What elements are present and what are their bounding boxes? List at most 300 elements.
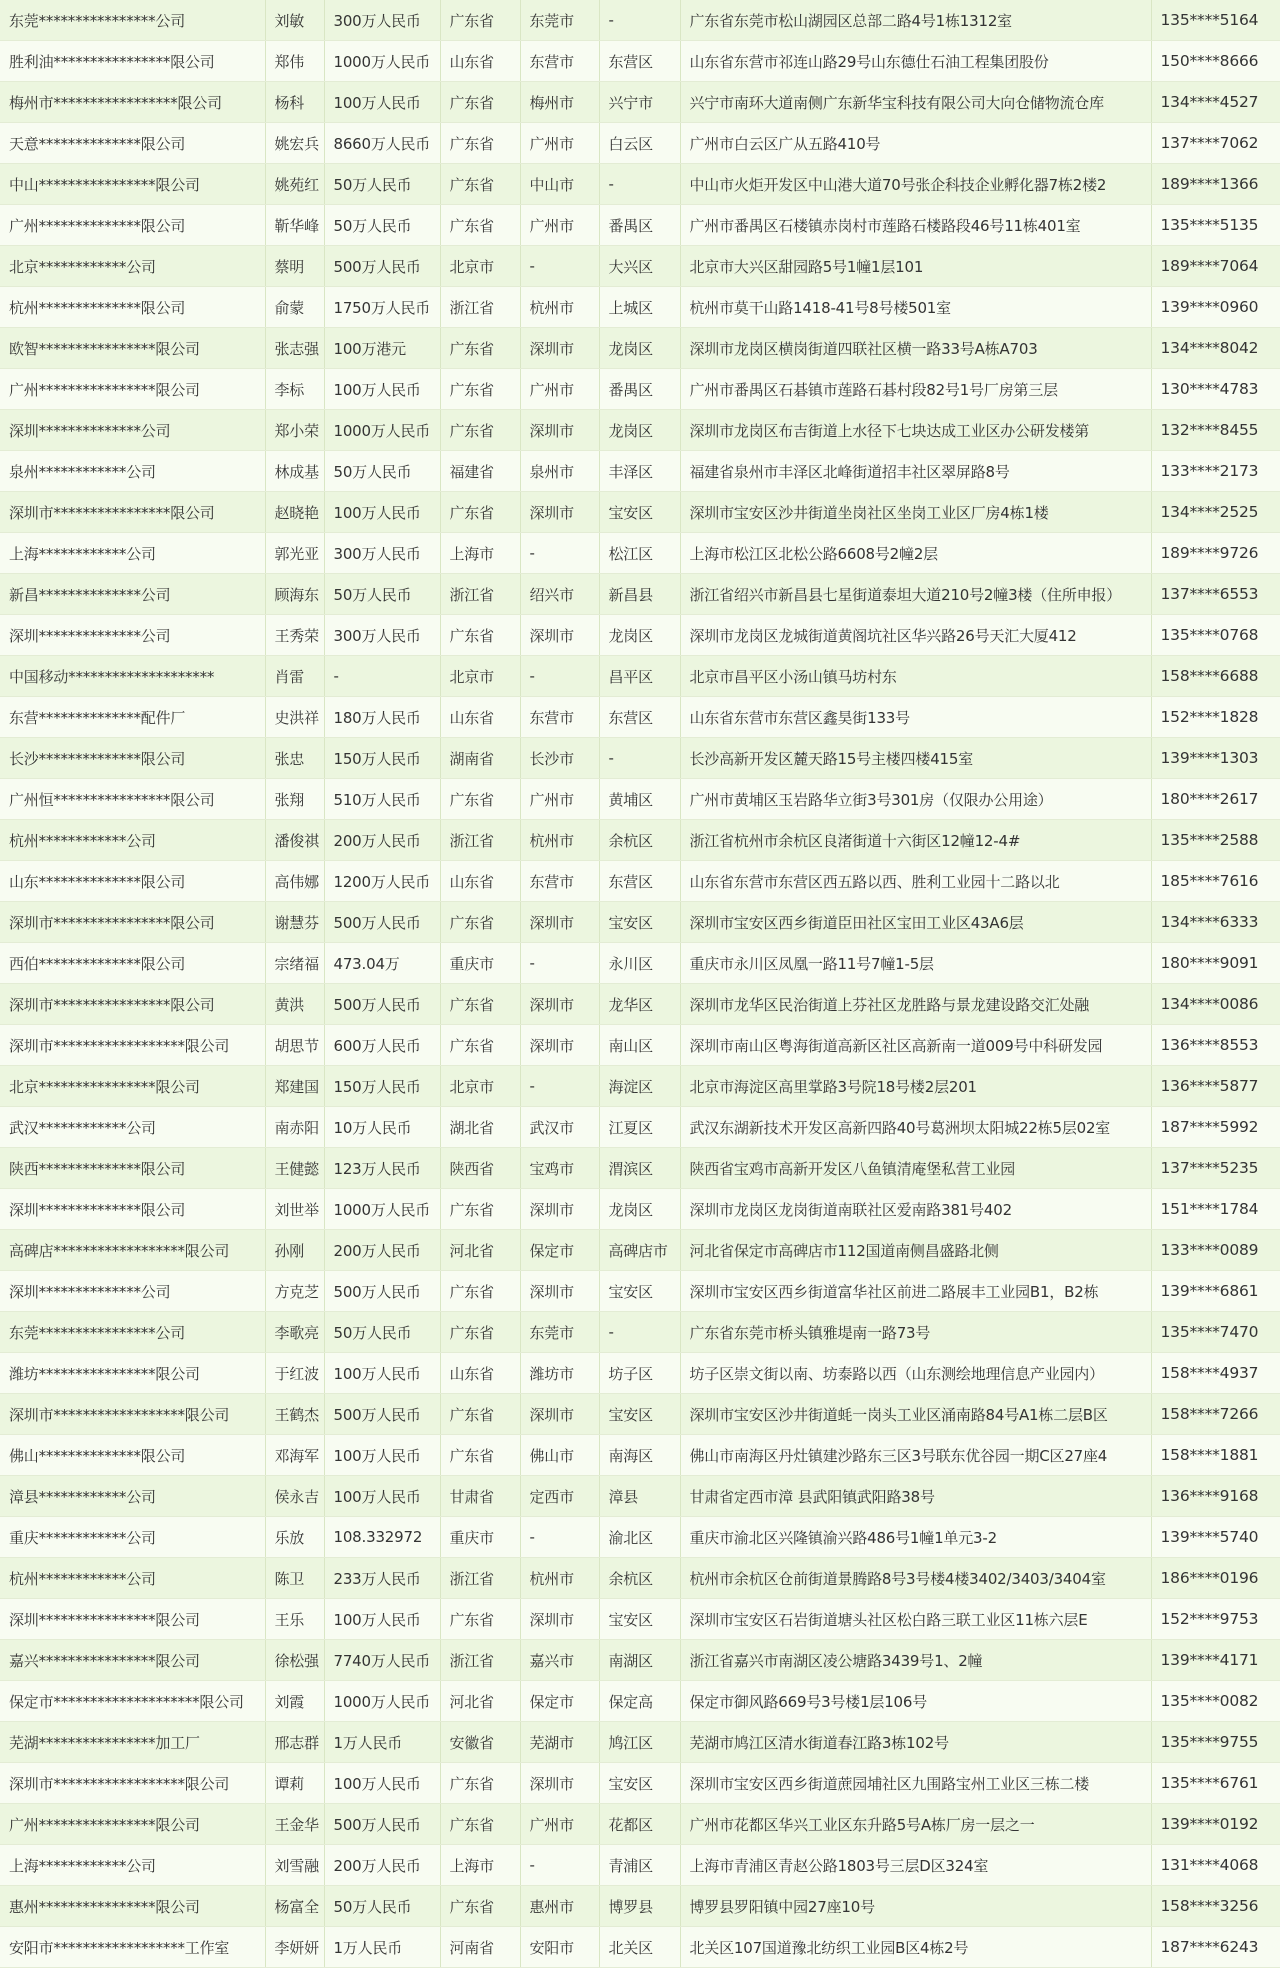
province-cell: 浙江省 xyxy=(440,1640,520,1681)
phone-cell: 158****3256 xyxy=(1151,1886,1280,1927)
company-cell: 广州****************限公司 xyxy=(0,369,265,410)
company-cell: 广州恒****************限公司 xyxy=(0,779,265,820)
table-row xyxy=(0,287,1280,328)
capital-cell: 500万人民币 xyxy=(324,984,440,1025)
company-cell: 上海************公司 xyxy=(0,533,265,574)
city-cell: 泉州市 xyxy=(520,451,599,492)
capital-cell: 100万人民币 xyxy=(324,1476,440,1517)
legal-rep-cell: 孙刚 xyxy=(265,1230,324,1271)
capital-cell: 1万人民币 xyxy=(324,1927,440,1968)
province-cell: 北京市 xyxy=(440,656,520,697)
legal-rep-cell: 李妍妍 xyxy=(265,1927,324,1968)
province-cell: 湖南省 xyxy=(440,738,520,779)
city-cell: 深圳市 xyxy=(520,1394,599,1435)
district-cell: 宝安区 xyxy=(599,1599,680,1640)
address-cell: 深圳市龙华区民治街道上芬社区龙胜路与景龙建设路交汇处融 xyxy=(680,984,1151,1025)
capital-cell: 1万人民币 xyxy=(324,1722,440,1763)
legal-rep-cell: 宗绪福 xyxy=(265,943,324,984)
phone-cell: 137****7062 xyxy=(1151,123,1280,164)
capital-cell: 1000万人民币 xyxy=(324,410,440,451)
legal-rep-cell: 王秀荣 xyxy=(265,615,324,656)
district-cell: 海淀区 xyxy=(599,1066,680,1107)
city-cell: - xyxy=(520,1066,599,1107)
table-row xyxy=(0,1886,1280,1927)
phone-cell: 137****5235 xyxy=(1151,1148,1280,1189)
address-cell: 广州市花都区华兴工业区东升路5号A栋厂房一层之一 xyxy=(680,1804,1151,1845)
province-cell: 陕西省 xyxy=(440,1148,520,1189)
city-cell: 潍坊市 xyxy=(520,1353,599,1394)
district-cell: 南湖区 xyxy=(599,1640,680,1681)
address-cell: 芜湖市鸠江区清水街道春江路3栋102号 xyxy=(680,1722,1151,1763)
table-row xyxy=(0,0,1280,41)
capital-cell: 10万人民币 xyxy=(324,1107,440,1148)
legal-rep-cell: 张忠 xyxy=(265,738,324,779)
province-cell: 甘肃省 xyxy=(440,1476,520,1517)
table-row xyxy=(0,1066,1280,1107)
city-cell: 深圳市 xyxy=(520,328,599,369)
phone-cell: 139****0192 xyxy=(1151,1804,1280,1845)
city-cell: - xyxy=(520,943,599,984)
city-cell: 广州市 xyxy=(520,205,599,246)
phone-cell: 150****8666 xyxy=(1151,41,1280,82)
address-cell: 重庆市永川区凤凰一路11号7幢1-5层 xyxy=(680,943,1151,984)
address-cell: 深圳市龙岗区龙城街道黄阁坑社区华兴路26号天汇大厦412 xyxy=(680,615,1151,656)
city-cell: - xyxy=(520,1845,599,1886)
address-cell: 山东省东营市东营区西五路以西、胜利工业园十二路以北 xyxy=(680,861,1151,902)
city-cell: 杭州市 xyxy=(520,1558,599,1599)
province-cell: 河北省 xyxy=(440,1230,520,1271)
legal-rep-cell: 谢慧芬 xyxy=(265,902,324,943)
phone-cell: 139****6861 xyxy=(1151,1271,1280,1312)
table-row xyxy=(0,246,1280,287)
capital-cell: - xyxy=(324,656,440,697)
phone-cell: 136****5877 xyxy=(1151,1066,1280,1107)
phone-cell: 189****7064 xyxy=(1151,246,1280,287)
address-cell: 山东省东营市祁连山路29号山东德仕石油工程集团股份 xyxy=(680,41,1151,82)
legal-rep-cell: 方克芝 xyxy=(265,1271,324,1312)
phone-cell: 135****0768 xyxy=(1151,615,1280,656)
phone-cell: 134****4527 xyxy=(1151,82,1280,123)
company-cell: 佛山**************限公司 xyxy=(0,1435,265,1476)
capital-cell: 100万人民币 xyxy=(324,369,440,410)
table-row xyxy=(0,1517,1280,1558)
province-cell: 广东省 xyxy=(440,1763,520,1804)
province-cell: 广东省 xyxy=(440,1599,520,1640)
city-cell: 广州市 xyxy=(520,1804,599,1845)
phone-cell: 139****1303 xyxy=(1151,738,1280,779)
capital-cell: 1000万人民币 xyxy=(324,41,440,82)
company-cell: 西伯**************限公司 xyxy=(0,943,265,984)
province-cell: 河南省 xyxy=(440,1927,520,1968)
table-row xyxy=(0,984,1280,1025)
address-cell: 北关区107国道豫北纺织工业园B区4栋2号 xyxy=(680,1927,1151,1968)
legal-rep-cell: 郑伟 xyxy=(265,41,324,82)
province-cell: 广东省 xyxy=(440,779,520,820)
province-cell: 浙江省 xyxy=(440,574,520,615)
legal-rep-cell: 姚宏兵 xyxy=(265,123,324,164)
company-cell: 长沙**************限公司 xyxy=(0,738,265,779)
legal-rep-cell: 肖雷 xyxy=(265,656,324,697)
capital-cell: 300万人民币 xyxy=(324,533,440,574)
province-cell: 广东省 xyxy=(440,164,520,205)
province-cell: 广东省 xyxy=(440,1804,520,1845)
table-row xyxy=(0,1230,1280,1271)
city-cell: 绍兴市 xyxy=(520,574,599,615)
table-row xyxy=(0,1681,1280,1722)
company-cell: 芜湖****************加工厂 xyxy=(0,1722,265,1763)
phone-cell: 187****5992 xyxy=(1151,1107,1280,1148)
address-cell: 广州市黄埔区玉岩路华立街3号301房（仅限办公用途） xyxy=(680,779,1151,820)
city-cell: 东莞市 xyxy=(520,0,599,41)
table-row xyxy=(0,574,1280,615)
province-cell: 浙江省 xyxy=(440,287,520,328)
capital-cell: 300万人民币 xyxy=(324,615,440,656)
company-cell: 武汉************公司 xyxy=(0,1107,265,1148)
table-row xyxy=(0,738,1280,779)
city-cell: 佛山市 xyxy=(520,1435,599,1476)
province-cell: 广东省 xyxy=(440,1886,520,1927)
capital-cell: 180万人民币 xyxy=(324,697,440,738)
company-cell: 深圳****************限公司 xyxy=(0,1599,265,1640)
address-cell: 杭州市余杭区仓前街道景腾路8号3号楼4楼3402/3403/3404室 xyxy=(680,1558,1151,1599)
capital-cell: 50万人民币 xyxy=(324,205,440,246)
address-cell: 兴宁市南环大道南侧广东新华宝科技有限公司大向仓储物流仓库 xyxy=(680,82,1151,123)
address-cell: 重庆市渝北区兴隆镇渝兴路486号1幢1单元3-2 xyxy=(680,1517,1151,1558)
company-cell: 嘉兴****************限公司 xyxy=(0,1640,265,1681)
address-cell: 佛山市南海区丹灶镇建沙路东三区3号联东优谷园一期C区27座4 xyxy=(680,1435,1151,1476)
city-cell: 深圳市 xyxy=(520,984,599,1025)
legal-rep-cell: 刘敏 xyxy=(265,0,324,41)
table-row xyxy=(0,1599,1280,1640)
district-cell: 江夏区 xyxy=(599,1107,680,1148)
district-cell: 坊子区 xyxy=(599,1353,680,1394)
table-row xyxy=(0,451,1280,492)
capital-cell: 510万人民币 xyxy=(324,779,440,820)
province-cell: 广东省 xyxy=(440,1312,520,1353)
phone-cell: 139****5740 xyxy=(1151,1517,1280,1558)
city-cell: 深圳市 xyxy=(520,902,599,943)
legal-rep-cell: 邢志群 xyxy=(265,1722,324,1763)
company-cell: 广州**************限公司 xyxy=(0,205,265,246)
company-cell: 惠州****************限公司 xyxy=(0,1886,265,1927)
address-cell: 广州市白云区广从五路410号 xyxy=(680,123,1151,164)
capital-cell: 1000万人民币 xyxy=(324,1189,440,1230)
address-cell: 深圳市宝安区西乡街道臣田社区宝田工业区43A6层 xyxy=(680,902,1151,943)
city-cell: 杭州市 xyxy=(520,820,599,861)
table-row xyxy=(0,1558,1280,1599)
capital-cell: 500万人民币 xyxy=(324,1394,440,1435)
province-cell: 安徽省 xyxy=(440,1722,520,1763)
province-cell: 广东省 xyxy=(440,205,520,246)
district-cell: - xyxy=(599,738,680,779)
phone-cell: 180****9091 xyxy=(1151,943,1280,984)
legal-rep-cell: 于红波 xyxy=(265,1353,324,1394)
province-cell: 北京市 xyxy=(440,1066,520,1107)
company-cell: 北京****************限公司 xyxy=(0,1066,265,1107)
city-cell: 广州市 xyxy=(520,369,599,410)
province-cell: 北京市 xyxy=(440,246,520,287)
capital-cell: 150万人民币 xyxy=(324,738,440,779)
table-row xyxy=(0,1845,1280,1886)
city-cell: 武汉市 xyxy=(520,1107,599,1148)
capital-cell: 1750万人民币 xyxy=(324,287,440,328)
address-cell: 浙江省嘉兴市南湖区凌公塘路3439号1、2幢 xyxy=(680,1640,1151,1681)
district-cell: - xyxy=(599,164,680,205)
table-row xyxy=(0,615,1280,656)
province-cell: 广东省 xyxy=(440,615,520,656)
table-row xyxy=(0,697,1280,738)
legal-rep-cell: 杨科 xyxy=(265,82,324,123)
legal-rep-cell: 胡思节 xyxy=(265,1025,324,1066)
address-cell: 中山市火炬开发区中山港大道70号张企科技企业孵化器7栋2楼2 xyxy=(680,164,1151,205)
province-cell: 广东省 xyxy=(440,492,520,533)
district-cell: 南山区 xyxy=(599,1025,680,1066)
company-cell: 深圳市******************限公司 xyxy=(0,1763,265,1804)
province-cell: 山东省 xyxy=(440,1353,520,1394)
city-cell: - xyxy=(520,1517,599,1558)
address-cell: 博罗县罗阳镇中园27座10号 xyxy=(680,1886,1151,1927)
address-cell: 陕西省宝鸡市高新开发区八鱼镇清庵堡私营工业园 xyxy=(680,1148,1151,1189)
company-cell: 泉州************公司 xyxy=(0,451,265,492)
phone-cell: 134****2525 xyxy=(1151,492,1280,533)
phone-cell: 135****7470 xyxy=(1151,1312,1280,1353)
phone-cell: 134****6333 xyxy=(1151,902,1280,943)
company-cell: 深圳市****************限公司 xyxy=(0,902,265,943)
city-cell: 广州市 xyxy=(520,779,599,820)
company-cell: 杭州************公司 xyxy=(0,820,265,861)
address-cell: 深圳市南山区粤海街道高新区社区高新南一道009号中科研发园 xyxy=(680,1025,1151,1066)
district-cell: 保定高 xyxy=(599,1681,680,1722)
address-cell: 北京市昌平区小汤山镇马坊村东 xyxy=(680,656,1151,697)
capital-cell: 500万人民币 xyxy=(324,246,440,287)
city-cell: 深圳市 xyxy=(520,1025,599,1066)
company-cell: 高碑店******************限公司 xyxy=(0,1230,265,1271)
district-cell: 龙岗区 xyxy=(599,410,680,451)
phone-cell: 134****0086 xyxy=(1151,984,1280,1025)
address-cell: 河北省保定市高碑店市112国道南侧昌盛路北侧 xyxy=(680,1230,1151,1271)
legal-rep-cell: 赵晓艳 xyxy=(265,492,324,533)
company-cell: 潍坊****************限公司 xyxy=(0,1353,265,1394)
capital-cell: 1000万人民币 xyxy=(324,1681,440,1722)
phone-cell: 134****8042 xyxy=(1151,328,1280,369)
address-cell: 长沙高新开发区麓天路15号主楼四楼415室 xyxy=(680,738,1151,779)
district-cell: 龙岗区 xyxy=(599,328,680,369)
legal-rep-cell: 靳华峰 xyxy=(265,205,324,246)
city-cell: 嘉兴市 xyxy=(520,1640,599,1681)
city-cell: 惠州市 xyxy=(520,1886,599,1927)
address-cell: 杭州市莫干山路1418-41号8号楼501室 xyxy=(680,287,1151,328)
phone-cell: 135****5164 xyxy=(1151,0,1280,41)
district-cell: 东营区 xyxy=(599,861,680,902)
company-cell: 陕西**************限公司 xyxy=(0,1148,265,1189)
capital-cell: 233万人民币 xyxy=(324,1558,440,1599)
capital-cell: 150万人民币 xyxy=(324,1066,440,1107)
company-cell: 安阳市******************工作室 xyxy=(0,1927,265,1968)
city-cell: 深圳市 xyxy=(520,1599,599,1640)
company-cell: 东营**************配件厂 xyxy=(0,697,265,738)
district-cell: 丰泽区 xyxy=(599,451,680,492)
capital-cell: 50万人民币 xyxy=(324,451,440,492)
company-cell: 杭州************公司 xyxy=(0,1558,265,1599)
table-row xyxy=(0,1435,1280,1476)
address-cell: 甘肃省定西市漳 县武阳镇武阳路38号 xyxy=(680,1476,1151,1517)
district-cell: 宝安区 xyxy=(599,1271,680,1312)
capital-cell: 200万人民币 xyxy=(324,1845,440,1886)
address-cell: 山东省东营市东营区鑫昊街133号 xyxy=(680,697,1151,738)
capital-cell: 100万人民币 xyxy=(324,1435,440,1476)
legal-rep-cell: 陈卫 xyxy=(265,1558,324,1599)
table-row xyxy=(0,369,1280,410)
district-cell: 昌平区 xyxy=(599,656,680,697)
capital-cell: 108.332972 xyxy=(324,1517,440,1558)
district-cell: 东营区 xyxy=(599,41,680,82)
capital-cell: 100万人民币 xyxy=(324,1763,440,1804)
phone-cell: 132****8455 xyxy=(1151,410,1280,451)
city-cell: 中山市 xyxy=(520,164,599,205)
phone-cell: 158****4937 xyxy=(1151,1353,1280,1394)
province-cell: 福建省 xyxy=(440,451,520,492)
legal-rep-cell: 李标 xyxy=(265,369,324,410)
province-cell: 上海市 xyxy=(440,1845,520,1886)
table-row xyxy=(0,1804,1280,1845)
district-cell: 新昌县 xyxy=(599,574,680,615)
company-cell: 深圳市******************限公司 xyxy=(0,1025,265,1066)
province-cell: 广东省 xyxy=(440,984,520,1025)
capital-cell: 300万人民币 xyxy=(324,0,440,41)
address-cell: 广州市番禺区石楼镇赤岗村市莲路石楼路段46号11栋401室 xyxy=(680,205,1151,246)
district-cell: 青浦区 xyxy=(599,1845,680,1886)
capital-cell: 100万人民币 xyxy=(324,1353,440,1394)
legal-rep-cell: 王乐 xyxy=(265,1599,324,1640)
capital-cell: 1200万人民币 xyxy=(324,861,440,902)
legal-rep-cell: 王金华 xyxy=(265,1804,324,1845)
legal-rep-cell: 郭光亚 xyxy=(265,533,324,574)
district-cell: 宝安区 xyxy=(599,1763,680,1804)
table-row xyxy=(0,1107,1280,1148)
province-cell: 重庆市 xyxy=(440,1517,520,1558)
phone-cell: 130****4783 xyxy=(1151,369,1280,410)
district-cell: 漳县 xyxy=(599,1476,680,1517)
district-cell: 永川区 xyxy=(599,943,680,984)
company-cell: 深圳**************公司 xyxy=(0,410,265,451)
company-cell: 北京************公司 xyxy=(0,246,265,287)
city-cell: 定西市 xyxy=(520,1476,599,1517)
phone-cell: 186****0196 xyxy=(1151,1558,1280,1599)
legal-rep-cell: 潘俊祺 xyxy=(265,820,324,861)
city-cell: 深圳市 xyxy=(520,1763,599,1804)
district-cell: 北关区 xyxy=(599,1927,680,1968)
phone-cell: 135****2588 xyxy=(1151,820,1280,861)
city-cell: 深圳市 xyxy=(520,1271,599,1312)
company-cell: 中山****************限公司 xyxy=(0,164,265,205)
address-cell: 广东省东莞市松山湖园区总部二路4号1栋1312室 xyxy=(680,0,1151,41)
phone-cell: 135****5135 xyxy=(1151,205,1280,246)
capital-cell: 50万人民币 xyxy=(324,1886,440,1927)
address-cell: 深圳市龙岗区布吉街道上水径下七块达成工业区办公研发楼第 xyxy=(680,410,1151,451)
table-row xyxy=(0,1927,1280,1968)
capital-cell: 100万人民币 xyxy=(324,492,440,533)
province-cell: 广东省 xyxy=(440,369,520,410)
district-cell: 宝安区 xyxy=(599,902,680,943)
address-cell: 北京市大兴区甜园路5号1幢1层101 xyxy=(680,246,1151,287)
address-cell: 保定市御风路669号3号楼1层106号 xyxy=(680,1681,1151,1722)
phone-cell: 152****1828 xyxy=(1151,697,1280,738)
capital-cell: 50万人民币 xyxy=(324,574,440,615)
capital-cell: 7740万人民币 xyxy=(324,1640,440,1681)
company-cell: 重庆************公司 xyxy=(0,1517,265,1558)
phone-cell: 189****9726 xyxy=(1151,533,1280,574)
phone-cell: 185****7616 xyxy=(1151,861,1280,902)
legal-rep-cell: 姚苑红 xyxy=(265,164,324,205)
capital-cell: 200万人民币 xyxy=(324,820,440,861)
company-cell: 欧智****************限公司 xyxy=(0,328,265,369)
company-cell: 广州****************限公司 xyxy=(0,1804,265,1845)
table-row xyxy=(0,1394,1280,1435)
city-cell: 广州市 xyxy=(520,123,599,164)
phone-cell: 133****2173 xyxy=(1151,451,1280,492)
company-cell: 深圳**************公司 xyxy=(0,615,265,656)
legal-rep-cell: 林成基 xyxy=(265,451,324,492)
address-cell: 深圳市龙岗区龙岗街道南联社区爱南路381号402 xyxy=(680,1189,1151,1230)
company-cell: 深圳市******************限公司 xyxy=(0,1394,265,1435)
legal-rep-cell: 李歌亮 xyxy=(265,1312,324,1353)
district-cell: 白云区 xyxy=(599,123,680,164)
table-row xyxy=(0,1640,1280,1681)
city-cell: 长沙市 xyxy=(520,738,599,779)
table-row xyxy=(0,410,1280,451)
province-cell: 广东省 xyxy=(440,902,520,943)
province-cell: 山东省 xyxy=(440,861,520,902)
address-cell: 坊子区崇文街以南、坊泰路以西（山东测绘地理信息产业园内） xyxy=(680,1353,1151,1394)
company-cell: 深圳市****************限公司 xyxy=(0,492,265,533)
phone-cell: 158****7266 xyxy=(1151,1394,1280,1435)
district-cell: 渭滨区 xyxy=(599,1148,680,1189)
legal-rep-cell: 张志强 xyxy=(265,328,324,369)
phone-cell: 139****0960 xyxy=(1151,287,1280,328)
district-cell: 余杭区 xyxy=(599,820,680,861)
phone-cell: 187****6243 xyxy=(1151,1927,1280,1968)
legal-rep-cell: 王健懿 xyxy=(265,1148,324,1189)
capital-cell: 600万人民币 xyxy=(324,1025,440,1066)
address-cell: 广东省东莞市桥头镇雅堤南一路73号 xyxy=(680,1312,1151,1353)
table-row xyxy=(0,1476,1280,1517)
legal-rep-cell: 徐松强 xyxy=(265,1640,324,1681)
city-cell: 东营市 xyxy=(520,861,599,902)
legal-rep-cell: 谭莉 xyxy=(265,1763,324,1804)
district-cell: 兴宁市 xyxy=(599,82,680,123)
district-cell: - xyxy=(599,0,680,41)
legal-rep-cell: 高伟娜 xyxy=(265,861,324,902)
district-cell: 龙岗区 xyxy=(599,1189,680,1230)
company-cell: 保定市********************限公司 xyxy=(0,1681,265,1722)
district-cell: 渝北区 xyxy=(599,1517,680,1558)
phone-cell: 136****9168 xyxy=(1151,1476,1280,1517)
phone-cell: 137****6553 xyxy=(1151,574,1280,615)
capital-cell: 200万人民币 xyxy=(324,1230,440,1271)
capital-cell: 50万人民币 xyxy=(324,164,440,205)
address-cell: 深圳市龙岗区横岗街道四联社区横一路33号A栋A703 xyxy=(680,328,1151,369)
table-row xyxy=(0,1025,1280,1066)
city-cell: 保定市 xyxy=(520,1681,599,1722)
phone-cell: 136****8553 xyxy=(1151,1025,1280,1066)
legal-rep-cell: 张翔 xyxy=(265,779,324,820)
city-cell: - xyxy=(520,246,599,287)
table-row xyxy=(0,1763,1280,1804)
table-row xyxy=(0,861,1280,902)
table-row xyxy=(0,41,1280,82)
province-cell: 上海市 xyxy=(440,533,520,574)
company-cell: 天意**************限公司 xyxy=(0,123,265,164)
